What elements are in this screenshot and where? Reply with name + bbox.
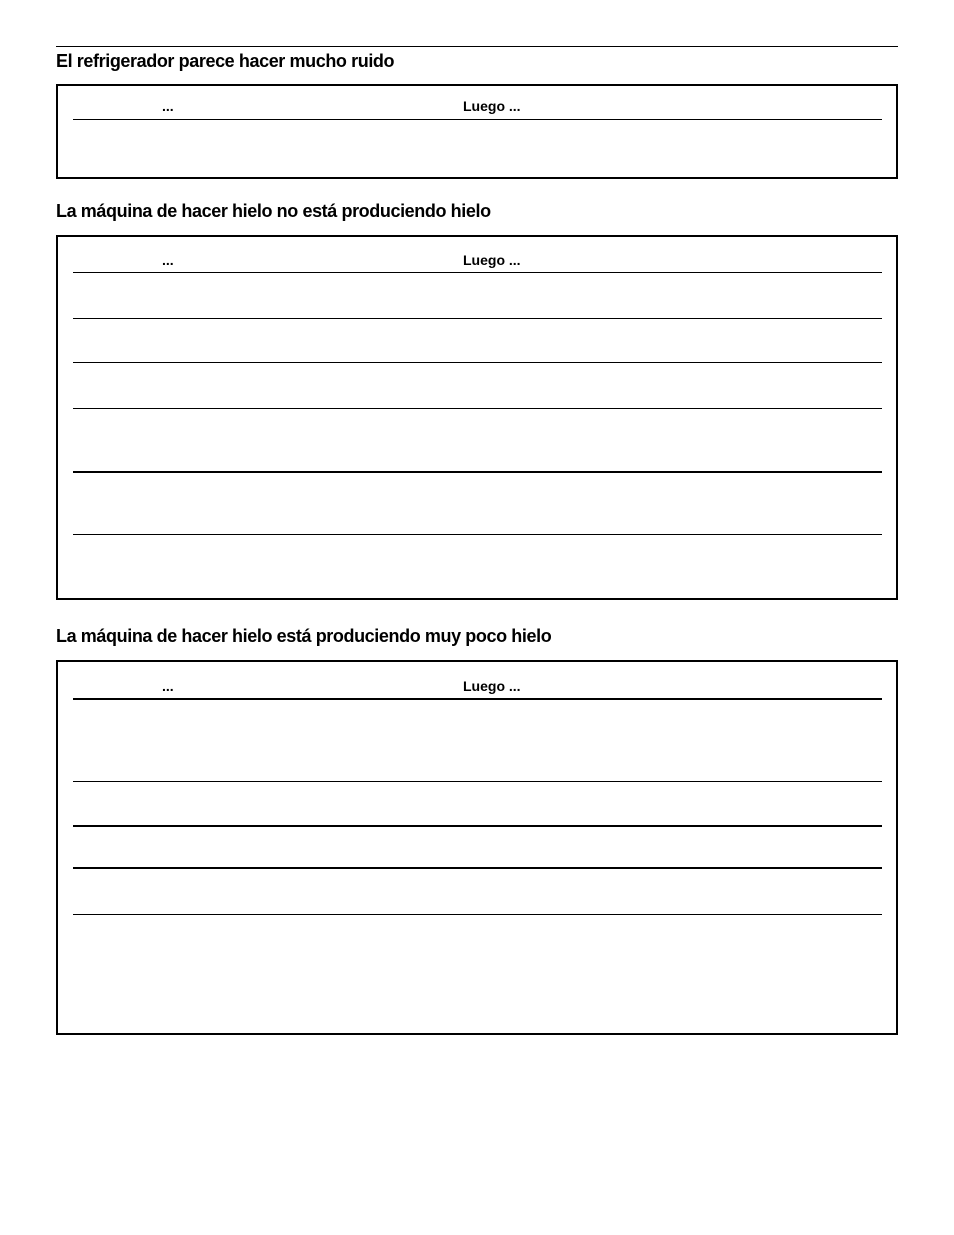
troubleshooting-table-noise <box>56 84 898 179</box>
column-header-if: ... <box>162 98 174 114</box>
troubleshooting-table-no-ice <box>56 235 898 600</box>
table-row <box>73 120 882 177</box>
table-row <box>73 700 882 781</box>
table-row <box>73 827 882 867</box>
column-header-if: ... <box>162 252 174 268</box>
table-row <box>73 869 882 914</box>
table-row <box>73 409 882 471</box>
column-header-then: Luego ... <box>463 678 521 694</box>
troubleshooting-table-little-ice <box>56 660 898 1035</box>
section-title-no-ice: La máquina de hacer hielo no está produciendo hielo <box>56 201 491 221</box>
table-row <box>73 535 882 598</box>
table-row <box>73 273 882 318</box>
section-title-little-ice: La máquina de hacer hielo está produciendo muy poco hielo <box>56 626 552 646</box>
table-row <box>73 782 882 825</box>
column-header-then: Luego ... <box>463 252 521 268</box>
top-divider <box>56 46 898 47</box>
column-header-then: Luego ... <box>463 98 521 114</box>
section-title-noise: El refrigerador parece hacer mucho ruido <box>56 51 395 71</box>
table-row <box>73 473 882 534</box>
table-row <box>73 915 882 1033</box>
table-row <box>73 363 882 408</box>
table-row <box>73 319 882 362</box>
column-header-if: ... <box>162 678 174 694</box>
